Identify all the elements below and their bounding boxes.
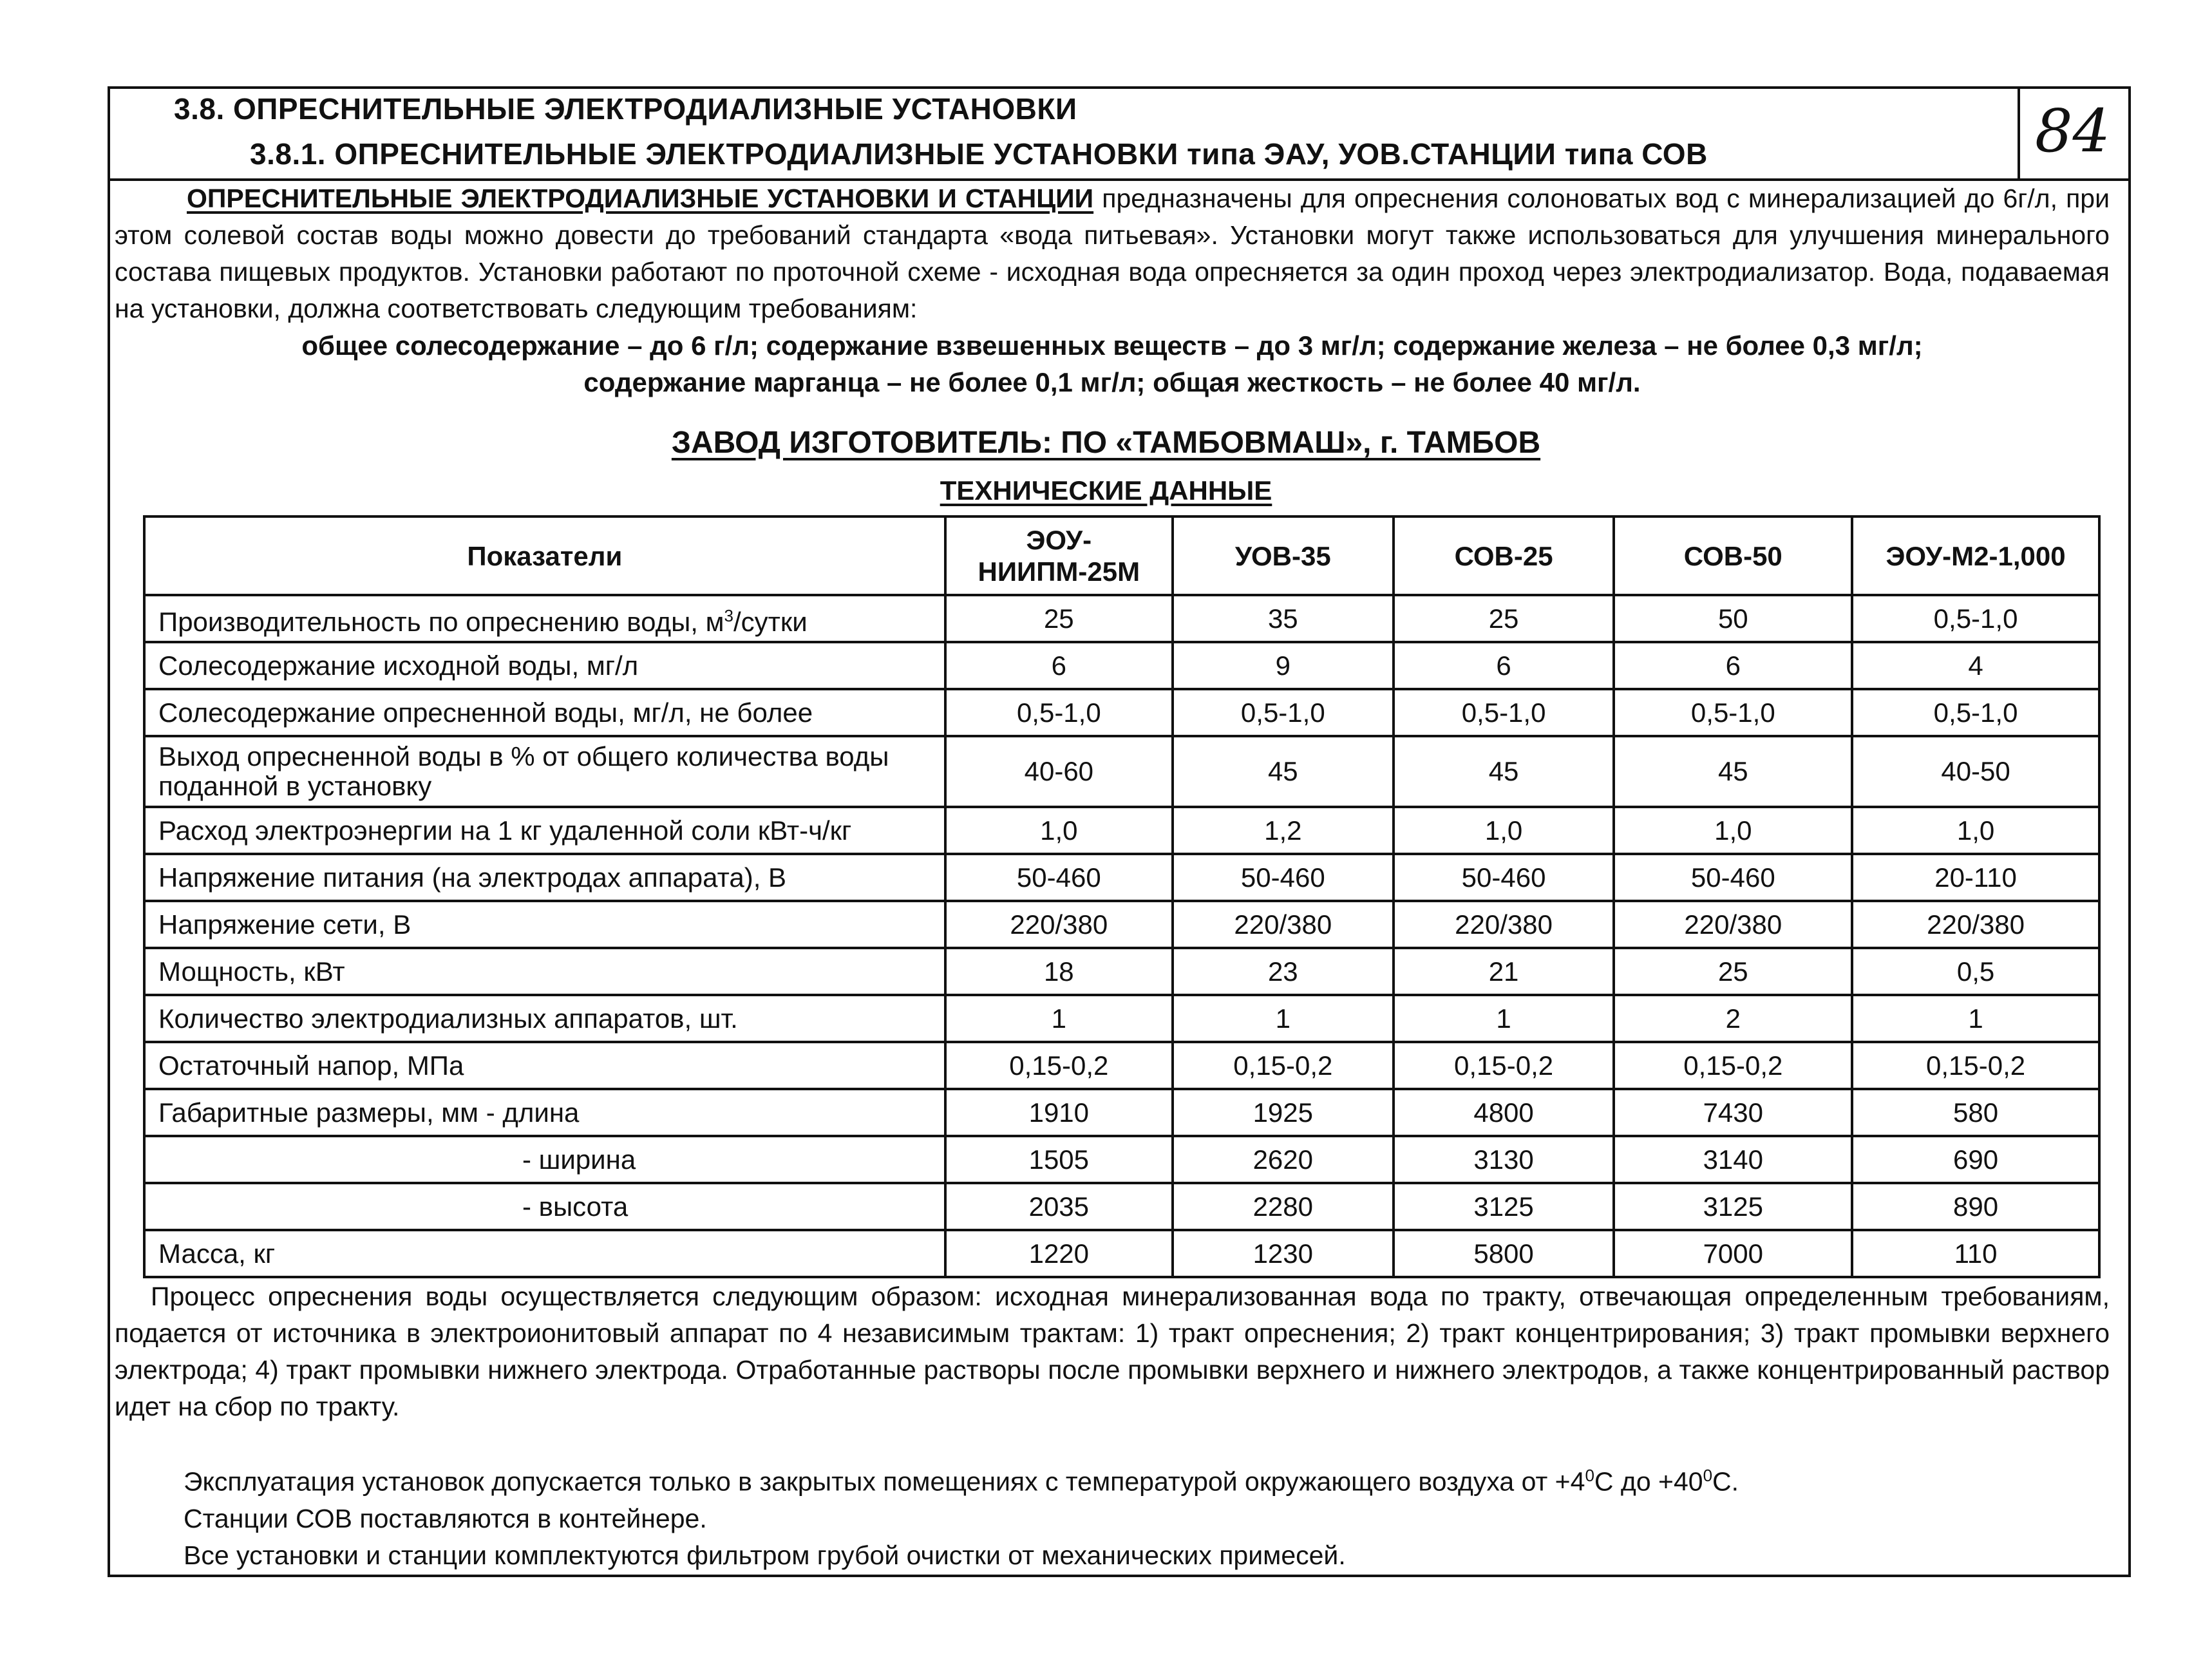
cell: 1,0	[1852, 807, 2099, 854]
intro-block	[115, 180, 2110, 401]
cell: 1	[1394, 995, 1614, 1042]
row-label: Выход опресненной воды в % от общего количества воды поданной в установку	[144, 736, 945, 807]
row-label: Расход электроэнергии на 1 кг удаленной соли кВт-ч/кг	[144, 807, 945, 854]
cell: 1	[945, 995, 1173, 1042]
cell: 40-60	[945, 736, 1173, 807]
header-model-2: УОВ-35	[1173, 516, 1394, 595]
cell: 0,15-0,2	[1173, 1042, 1394, 1089]
manufacturer-heading: ЗАВОД ИЗГОТОВИТЕЛЬ: ПО «ТАМБОВМАШ», г. ТАМБОВ	[671, 426, 1541, 460]
table-row	[144, 807, 2099, 854]
cell: 6	[945, 642, 1173, 689]
cell: 220/380	[1173, 901, 1394, 948]
row-label: Габаритные размеры, мм - длина	[144, 1089, 945, 1136]
cell: 110	[1852, 1230, 2099, 1277]
cell: 2620	[1173, 1136, 1394, 1183]
requirements-line-2: содержание марганца – не более 0,1 мг/л; общая жесткость – не более 40 мг/л.	[583, 367, 1641, 397]
header-model-5: ЭОУ-М2-1,000	[1852, 516, 2099, 595]
page-number: 84	[2035, 97, 2111, 166]
table-row	[144, 1230, 2099, 1277]
cell: 4	[1852, 642, 2099, 689]
table-row	[144, 1183, 2099, 1230]
cell: 690	[1852, 1136, 2099, 1183]
cell: 0,15-0,2	[1852, 1042, 2099, 1089]
intro-lead-text: предназначены для опреснения солоноватых вод с минерализацией до 6г/л, при этом солевой состав воды можно довести до требований стандарта «вода питьевая». Установки могут также использоваться для улучшения минерального состава пищевых продуктов. Установки работают по проточной схеме - исходная вода опресняется за один проход через электродиализатор. Вода, подаваемая на установки, должна соответствовать следующим требованиям:	[115, 184, 2110, 323]
cell: 3125	[1394, 1183, 1614, 1230]
row-label: Масса, кг	[144, 1230, 945, 1277]
row-label: Солесодержание исходной воды, мг/л	[144, 642, 945, 689]
row-label: - высота	[144, 1183, 945, 1230]
cell: 35	[1173, 595, 1394, 642]
row-label: - ширина	[144, 1136, 945, 1183]
note-operation: Эксплуатация установок допускается только в закрытых помещениях с температурой окружающего воздуха от $+4^0С$ до $+40^0С$.	[184, 1466, 1739, 1497]
cell: 1	[1173, 995, 1394, 1042]
note-container: Станции СОВ поставляются в контейнере.	[184, 1503, 707, 1533]
cell: 5800	[1394, 1230, 1614, 1277]
cell: 45	[1173, 736, 1394, 807]
table-row	[144, 854, 2099, 901]
cell: 0,5-1,0	[1852, 595, 2099, 642]
cell: 50-460	[945, 854, 1173, 901]
table-row	[144, 1042, 2099, 1089]
cell: 2	[1614, 995, 1852, 1042]
cell: 1925	[1173, 1089, 1394, 1136]
cell: 3125	[1614, 1183, 1852, 1230]
cell: 220/380	[1394, 901, 1614, 948]
row-label: Солесодержание опресненной воды, мг/л, не более	[144, 689, 945, 736]
cell: 9	[1173, 642, 1394, 689]
cell: 1,0	[945, 807, 1173, 854]
table-row	[144, 642, 2099, 689]
cell: 20-110	[1852, 854, 2099, 901]
row-label: Производительность по опреснению воды, $м^3$/сутки	[144, 595, 945, 642]
subsection-title: 3.8.1. ОПРЕСНИТЕЛЬНЫЕ ЭЛЕКТРОДИАЛИЗНЫЕ УСТАНОВКИ типа ЭАУ, УОВ.СТАНЦИИ типа СОВ	[250, 137, 1708, 171]
cell: 220/380	[1614, 901, 1852, 948]
notes-block	[184, 1457, 1739, 1574]
cell: 45	[1614, 736, 1852, 807]
header-model-4: СОВ-50	[1614, 516, 1852, 595]
table-row	[144, 901, 2099, 948]
table-row	[144, 1136, 2099, 1183]
cell: 3130	[1394, 1136, 1614, 1183]
cell: 890	[1852, 1183, 2099, 1230]
note-filter: Все установки и станции комплектуются фильтром грубой очистки от механических примесей.	[184, 1540, 1346, 1570]
cell: 1220	[945, 1230, 1173, 1277]
row-label: Мощность, кВт	[144, 948, 945, 995]
cell: 1	[1852, 995, 2099, 1042]
row-label: Напряжение сети, В	[144, 901, 945, 948]
table-row	[144, 948, 2099, 995]
cell: 1505	[945, 1136, 1173, 1183]
cell: 0,5-1,0	[1852, 689, 2099, 736]
cell: 0,5-1,0	[1394, 689, 1614, 736]
cell: 0,5-1,0	[1173, 689, 1394, 736]
cell: 1,0	[1394, 807, 1614, 854]
technical-data-table	[143, 515, 2101, 1278]
process-description: Процесс опреснения воды осуществляется следующим образом: исходная минерализованная вода по тракту, отвечающая определенным требованиям, подается от источника в электроионитовый аппарат по 4 независимым трактам: 1) тракт опреснения; 2) тракт концентрирования; 3) тракт промывки верхнего электрода; 4) тракт промывки нижнего электрода. Отработанные растворы после промывки верхнего и нижнего электродов, а также концентрированный раствор идет на сбор по тракту.	[115, 1282, 2110, 1421]
cell: 50	[1614, 595, 1852, 642]
cell: 0,5	[1852, 948, 2099, 995]
cell: 1230	[1173, 1230, 1394, 1277]
intro-paragraph	[115, 180, 2110, 327]
header-param: Показатели	[144, 516, 945, 595]
table-header-row	[144, 516, 2099, 595]
row-label: Напряжение питания (на электродах аппарата), В	[144, 854, 945, 901]
cell: 220/380	[1852, 901, 2099, 948]
header-model-1: ЭОУ- НИИПМ-25М	[945, 516, 1173, 595]
technical-data-heading: ТЕХНИЧЕСКИЕ ДАННЫЕ	[940, 475, 1272, 506]
cell: 0,15-0,2	[945, 1042, 1173, 1089]
cell: 0,15-0,2	[1394, 1042, 1614, 1089]
table-row	[144, 736, 2099, 807]
table-row	[144, 1089, 2099, 1136]
cell: 580	[1852, 1089, 2099, 1136]
cell: 0,5-1,0	[1614, 689, 1852, 736]
table-row	[144, 995, 2099, 1042]
cell: 2035	[945, 1183, 1173, 1230]
table-row	[144, 595, 2099, 642]
table-row	[144, 689, 2099, 736]
cell: 6	[1394, 642, 1614, 689]
cell: 40-50	[1852, 736, 2099, 807]
requirements-line-1: общее солесодержание – до 6 г/л; содержание взвешенных веществ – до 3 мг/л; содержание железа – не более 0,3 мг/л;	[301, 330, 1923, 361]
cell: 50-460	[1173, 854, 1394, 901]
cell: 50-460	[1614, 854, 1852, 901]
cell: 45	[1394, 736, 1614, 807]
intro-lead-title: ОПРЕСНИТЕЛЬНЫЕ ЭЛЕКТРОДИАЛИЗНЫЕ УСТАНОВКИ И СТАНЦИИ	[187, 184, 1094, 213]
cell: 4800	[1394, 1089, 1614, 1136]
cell: 220/380	[945, 901, 1173, 948]
section-title: 3.8. ОПРЕСНИТЕЛЬНЫЕ ЭЛЕКТРОДИАЛИЗНЫЕ УСТАНОВКИ	[174, 92, 1077, 126]
row-label: Количество электродиализных аппаратов, шт.	[144, 995, 945, 1042]
cell: 7430	[1614, 1089, 1852, 1136]
page-number-divider	[2018, 86, 2020, 180]
cell: 25	[1394, 595, 1614, 642]
cell: 25	[945, 595, 1173, 642]
cell: 0,15-0,2	[1614, 1042, 1852, 1089]
cell: 6	[1614, 642, 1852, 689]
cell: 7000	[1614, 1230, 1852, 1277]
header-model-3: СОВ-25	[1394, 516, 1614, 595]
cell: 23	[1173, 948, 1394, 995]
cell: 18	[945, 948, 1173, 995]
cell: 0,5-1,0	[945, 689, 1173, 736]
cell: 1,2	[1173, 807, 1394, 854]
cell: 50-460	[1394, 854, 1614, 901]
cell: 3140	[1614, 1136, 1852, 1183]
cell: 1910	[945, 1089, 1173, 1136]
cell: 21	[1394, 948, 1614, 995]
row-label: Остаточный напор, МПа	[144, 1042, 945, 1089]
cell: 1,0	[1614, 807, 1852, 854]
cell: 25	[1614, 948, 1852, 995]
cell: 2280	[1173, 1183, 1394, 1230]
